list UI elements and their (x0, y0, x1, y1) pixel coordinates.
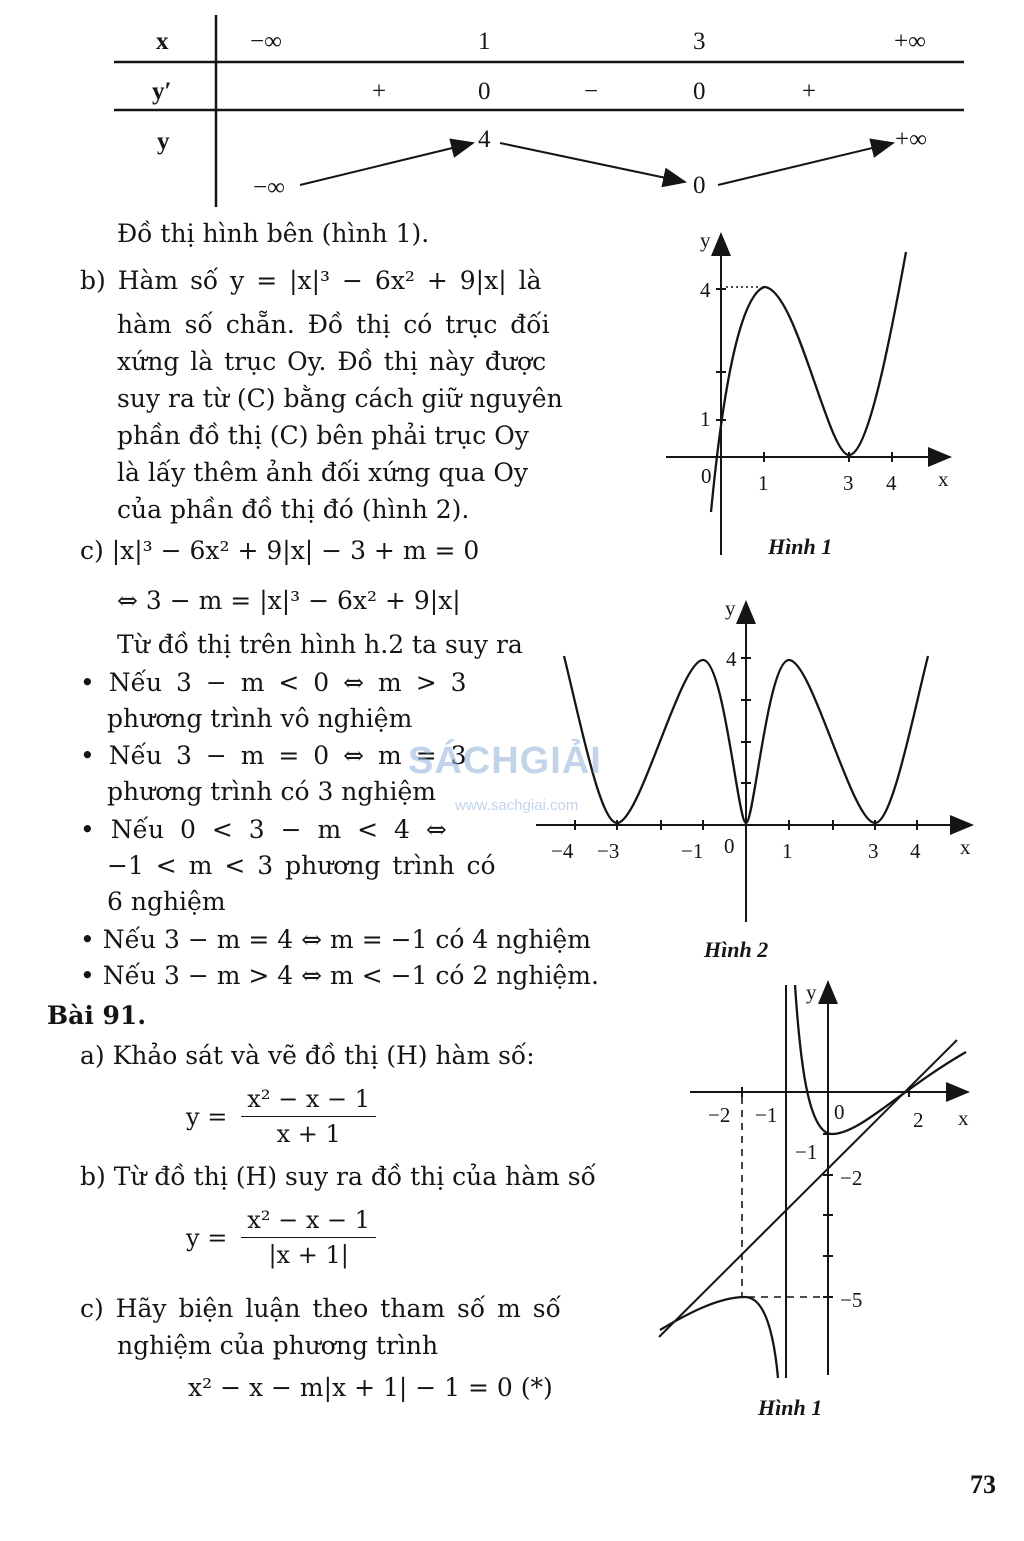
fig3-x-tick: −1 (755, 1103, 778, 1127)
fraction-2-numerator: x² − x − 1 (241, 1206, 376, 1238)
fig1-x-tick: 3 (843, 471, 854, 495)
fig3-x-label: x (958, 1106, 969, 1130)
fig2-origin: 0 (724, 834, 735, 858)
fig3-curve-left (660, 1297, 778, 1378)
part-c-text: Từ đồ thị trên hình h.2 ta suy ra (117, 630, 523, 659)
part-b-line: là lấy thêm ảnh đối xứng qua Oy (117, 458, 528, 487)
fig3-curve-right (795, 985, 966, 1134)
fraction-2-denominator: |x + 1| (268, 1241, 349, 1269)
fraction-1-numerator: x² − x − 1 (241, 1085, 376, 1117)
x-value: +∞ (894, 28, 926, 55)
fig3-x-tick: −2 (708, 1103, 731, 1127)
dy-sign: 0 (693, 78, 706, 105)
fig2-x-tick: 4 (910, 839, 921, 863)
exercise-title: Bài 91. (47, 1001, 147, 1030)
x-value: −∞ (250, 28, 282, 55)
x-value: 1 (478, 28, 491, 55)
case-2-result: phương trình có 3 nghiệm (107, 777, 437, 806)
dy-sign: 0 (478, 78, 491, 105)
case-3-cont: −1 < m < 3 phương trình có (107, 851, 496, 880)
fig2-y-tick: 4 (726, 647, 737, 671)
fig1-y-tick: 4 (700, 278, 711, 302)
row-x-label: x (156, 28, 169, 55)
part-b-line: suy ra từ (C) bằng cách giữ nguyên (117, 384, 563, 413)
part-c-equation: c) |x|³ − 6x² + 9|x| − 3 + m = 0 (80, 536, 480, 565)
part-b-line: xứng là trục Oy. Đồ thị này được (117, 347, 547, 376)
equation-star: x² − x − m|x + 1| − 1 = 0 (*) (188, 1373, 553, 1402)
part-b-line: phần đồ thị (C) bên phải trục Oy (117, 421, 529, 450)
fig1-origin: 0 (701, 464, 712, 488)
dy-sign: + (802, 78, 817, 105)
row-y-label: y (157, 128, 170, 155)
fig3-y-tick: −5 (840, 1288, 863, 1312)
y-value: −∞ (253, 174, 285, 201)
question-c: c) Hãy biện luận theo tham số m số (80, 1294, 561, 1323)
fig1-y-label: y (700, 228, 711, 252)
fig3-y-label: y (806, 980, 817, 1004)
case-3-result: 6 nghiệm (107, 887, 226, 916)
dy-sign: + (372, 78, 387, 105)
dy-sign: − (584, 78, 599, 105)
fraction-2-lhs: y = (186, 1223, 228, 1252)
y-value: +∞ (895, 126, 927, 153)
page-number: 73 (970, 1470, 996, 1499)
fig3-y-tick: −1 (795, 1140, 818, 1164)
fig3-origin: 0 (834, 1100, 845, 1124)
fig3-x-tick: 2 (913, 1108, 924, 1132)
fig3-y-tick: −2 (840, 1166, 863, 1190)
part-b-line: b) Hàm số y = |x|³ − 6x² + 9|x| là (80, 266, 542, 295)
fig2-caption: Hình 2 (704, 937, 769, 962)
fig3-asymptote-oblique (659, 1040, 957, 1337)
question-a: a) Khảo sát và vẽ đồ thị (H) hàm số: (80, 1041, 535, 1070)
fraction-1-denominator: x + 1 (276, 1120, 341, 1148)
case-4: • Nếu 3 − m = 4 ⇔ m = −1 có 4 nghiệm (80, 925, 591, 954)
fig2-x-tick: −3 (597, 839, 620, 863)
fig1-reference: Đồ thị hình bên (hình 1). (117, 219, 430, 248)
part-b-line: của phần đồ thị đó (hình 2). (117, 495, 470, 524)
fig2-y-label: y (725, 596, 736, 620)
fig1-y-tick: 1 (700, 407, 711, 431)
x-value: 3 (693, 28, 706, 55)
case-1-result: phương trình vô nghiệm (107, 704, 413, 733)
y-value: 0 (693, 172, 706, 199)
fig2-x-label: x (960, 835, 971, 859)
case-5: • Nếu 3 − m > 4 ⇔ m < −1 có 2 nghiệm. (80, 961, 599, 990)
question-b: b) Từ đồ thị (H) suy ra đồ thị của hàm số (80, 1162, 596, 1191)
part-c-equivalence: ⇔ 3 − m = |x|³ − 6x² + 9|x| (117, 586, 461, 615)
fig2-x-tick: 1 (782, 839, 793, 863)
watermark-logo: SÁCHGIẢI (408, 740, 602, 782)
row-dy-label: y′ (152, 78, 172, 105)
case-3: • Nếu 0 < 3 − m < 4 ⇔ (80, 815, 447, 844)
fig1-caption: Hình 1 (768, 534, 833, 559)
question-c-cont: nghiệm của phương trình (117, 1331, 439, 1360)
watermark-url: www.sachgiai.com (455, 797, 579, 814)
fraction-1-lhs: y = (186, 1102, 228, 1131)
fig3-caption: Hình 1 (758, 1395, 823, 1420)
part-b-line: hàm số chẵn. Đồ thị có trục đối (117, 310, 550, 339)
y-value: 4 (478, 126, 491, 153)
fig2-x-tick: 3 (868, 839, 879, 863)
fig2-x-tick: −4 (551, 839, 574, 863)
fig2-x-tick: −1 (681, 839, 704, 863)
case-2: • Nếu 3 − m = 0 ⇔ m = 3 (80, 741, 467, 770)
fig1-x-label: x (938, 467, 949, 491)
case-1: • Nếu 3 − m < 0 ⇔ m > 3 (80, 668, 467, 697)
fig1-x-tick: 4 (886, 471, 897, 495)
fig1-x-tick: 1 (758, 471, 769, 495)
